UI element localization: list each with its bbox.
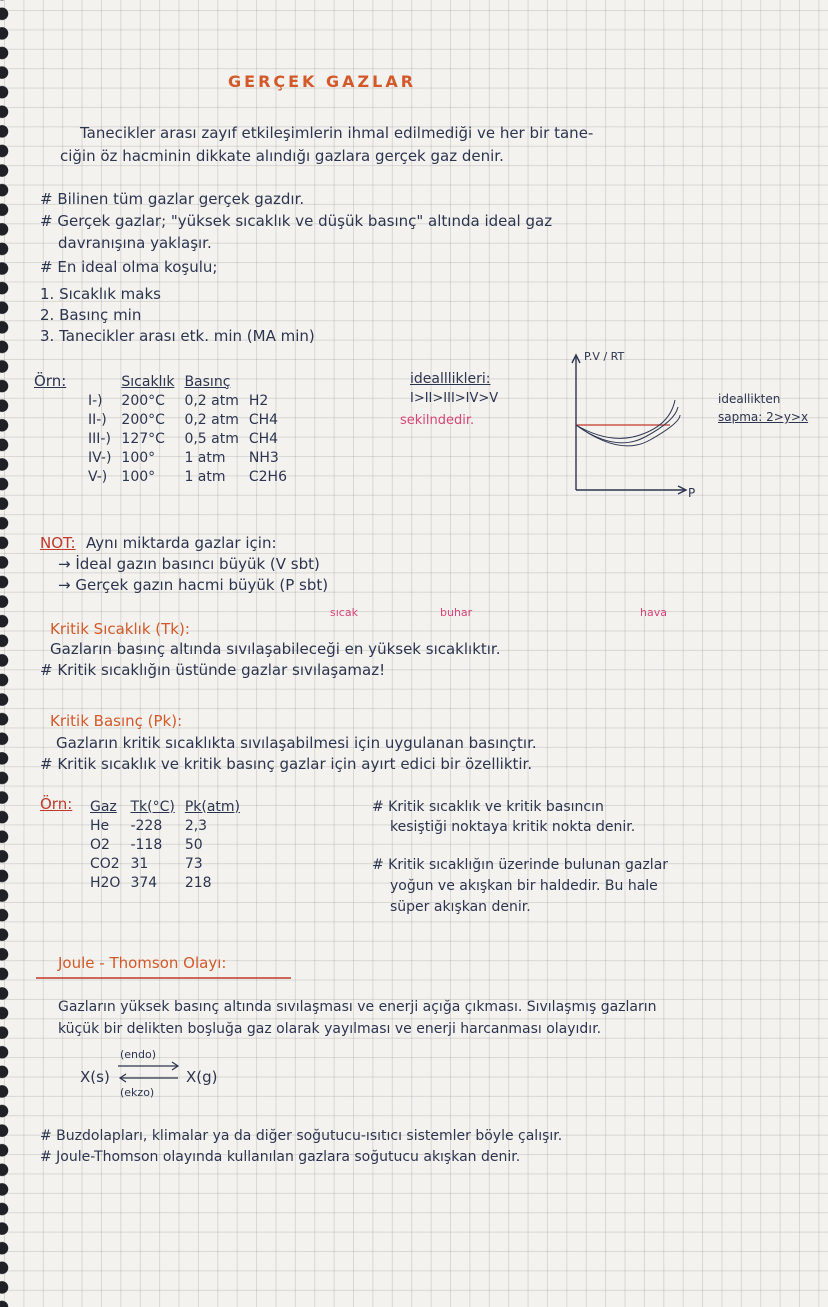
row-pressure: 0,2 atm xyxy=(184,411,239,428)
graph-xlabel: P xyxy=(688,486,696,500)
intro-line-2: ciğin öz hacminin dikkate alındığı gazlara gerçek gaz denir. xyxy=(60,147,504,165)
not-line-3: → Gerçek gazın hacmi büyük (P sbt) xyxy=(58,576,329,594)
row-num: V-) xyxy=(88,468,108,485)
annotation-2: buhar xyxy=(440,606,473,619)
row-gas: He xyxy=(90,817,110,834)
sapma-value: sapma: 2>y>x xyxy=(718,410,809,424)
table-row xyxy=(88,448,297,467)
example-label: Örn: xyxy=(34,372,67,390)
row-gas: H2O xyxy=(90,874,121,891)
header-pk: Pk(atm) xyxy=(184,798,241,815)
row-pk: 50 xyxy=(184,836,203,853)
not-label: NOT: xyxy=(40,534,76,552)
kritik-note-1a: # Kritik sıcaklık ve kritik basıncın xyxy=(372,799,604,815)
row-temp: 100° xyxy=(121,468,156,485)
graph-ylabel: P.V / RT xyxy=(584,350,625,363)
eq-left: X(s) xyxy=(80,1068,110,1086)
header-pressure: Basınç xyxy=(184,373,231,390)
fact-1: # Bilinen tüm gazlar gerçek gazdır. xyxy=(40,190,305,208)
row-temp: 127°C xyxy=(121,430,165,447)
not-line-2: → İdeal gazın basıncı büyük (V sbt) xyxy=(58,555,320,573)
row-pressure: 1 atm xyxy=(184,468,226,485)
row-gas: CH4 xyxy=(248,430,279,447)
kritik-note-2c: süper akışkan denir. xyxy=(390,899,531,915)
kritik-note-2b: yoğun ve akışkan bir haldedir. Bu hale xyxy=(390,878,658,894)
fact-3: davranışına yaklaşır. xyxy=(58,234,212,252)
spiral-binding xyxy=(0,0,16,1307)
row-gas: O2 xyxy=(90,836,110,853)
ideallik-note: sekilndedir. xyxy=(400,413,475,428)
fact-4: # En ideal olma koşulu; xyxy=(40,258,218,276)
row-pressure: 1 atm xyxy=(184,449,226,466)
row-pressure: 0,2 atm xyxy=(184,392,239,409)
row-pressure: 0,5 atm xyxy=(184,430,239,447)
kritik-basinc-line-1: Gazların kritik sıcaklıkta sıvılaşabilmesi için uygulanan basınçtır. xyxy=(56,734,537,752)
ideallik-title: idealllikleri: xyxy=(410,371,491,387)
row-tk: -118 xyxy=(130,836,163,853)
row-temp: 200°C xyxy=(121,411,165,428)
kritik-note-2a: # Kritik sıcaklığın üzerinde bulunan gazlar xyxy=(372,857,669,873)
eq-right: X(g) xyxy=(186,1068,218,1086)
row-num: II-) xyxy=(88,411,107,428)
table-row xyxy=(88,391,297,410)
joule-line-1: Gazların yüksek basınç altında sıvılaşması ve enerji açığa çıkması. Sıvılaşmış gazların xyxy=(58,999,657,1015)
fact-2: # Gerçek gazlar; "yüksek sıcaklık ve düşük basınç" altında ideal gaz xyxy=(40,212,553,230)
joule-line-2: küçük bir delikten boşluğa gaz olarak yayılması ve enerji harcanması olayıdır. xyxy=(58,1021,602,1037)
row-pk: 218 xyxy=(184,874,212,891)
row-pk: 2,3 xyxy=(184,817,208,834)
joule-line-4: # Joule-Thomson olayında kullanılan gazlara soğutucu akışkan denir. xyxy=(40,1149,521,1165)
sapma-label: ideallikten xyxy=(718,392,781,406)
joule-line-3: # Buzdolapları, klimalar ya da diğer soğutucu-ısıtıcı sistemler böyle çalışır. xyxy=(40,1128,563,1144)
header-temp: Sıcaklık xyxy=(121,373,175,390)
table-row xyxy=(90,854,250,873)
row-tk: -228 xyxy=(130,817,163,834)
table-row xyxy=(88,429,297,448)
kritik-basinc-line-2: # Kritik sıcaklık ve kritik basınç gazlar için ayırt edici bir özelliktir. xyxy=(40,755,533,773)
table-row xyxy=(90,816,250,835)
row-num: I-) xyxy=(88,392,103,409)
eq-top: (endo) xyxy=(120,1048,157,1061)
row-temp: 200°C xyxy=(121,392,165,409)
row-gas: C2H6 xyxy=(248,468,287,485)
header-tk: Tk(°C) xyxy=(130,798,175,815)
row-gas: CH4 xyxy=(248,411,279,428)
row-num: III-) xyxy=(88,430,111,447)
joule-underline xyxy=(36,974,296,982)
joule-title: Joule - Thomson Olayı: xyxy=(58,954,227,972)
row-tk: 374 xyxy=(130,874,158,891)
kritik-note-1b: kesiştiği noktaya kritik nokta denir. xyxy=(390,819,636,835)
row-gas: H2 xyxy=(248,392,269,409)
table-row xyxy=(90,873,250,892)
annotation-3: hava xyxy=(640,606,667,619)
kritik-basinc-title: Kritik Basınç (Pk): xyxy=(50,712,183,730)
header-gas: Gaz xyxy=(90,798,117,815)
eq-arrows xyxy=(116,1060,182,1084)
kritik-sicaklik-line-2: # Kritik sıcaklığın üstünde gazlar sıvılaşamaz! xyxy=(40,661,386,679)
row-num: IV-) xyxy=(88,449,112,466)
row-pk: 73 xyxy=(184,855,203,872)
row-tk: 31 xyxy=(130,855,149,872)
row-temp: 100° xyxy=(121,449,156,466)
condition-3: 3. Tanecikler arası etk. min (MA min) xyxy=(40,327,315,345)
table-row xyxy=(88,410,297,429)
table-row xyxy=(88,467,297,486)
ideallik-order: I>II>III>IV>V xyxy=(410,391,499,406)
intro-line-1: Tanecikler arası zayıf etkileşimlerin ihmal edilmediği ve her bir tane- xyxy=(80,124,594,142)
pv-rt-graph xyxy=(560,345,690,505)
example-table xyxy=(88,372,297,486)
table-row xyxy=(90,835,250,854)
example2-label: Örn: xyxy=(40,795,73,813)
row-gas: NH3 xyxy=(248,449,279,466)
condition-2: 2. Basınç min xyxy=(40,306,142,324)
not-line-1: Aynı miktarda gazlar için: xyxy=(86,534,277,552)
condition-1: 1. Sıcaklık maks xyxy=(40,285,161,303)
critical-table xyxy=(90,797,250,892)
row-gas: CO2 xyxy=(90,855,120,872)
kritik-sicaklik-line-1: Gazların basınç altında sıvılaşabileceği en yüksek sıcaklıktır. xyxy=(50,640,501,658)
page-title: GERÇEK GAZLAR xyxy=(228,72,417,91)
kritik-sicaklik-title: Kritik Sıcaklık (Tk): xyxy=(50,620,190,638)
eq-bottom: (ekzo) xyxy=(120,1086,155,1099)
annotation-1: sıcak xyxy=(330,606,358,619)
